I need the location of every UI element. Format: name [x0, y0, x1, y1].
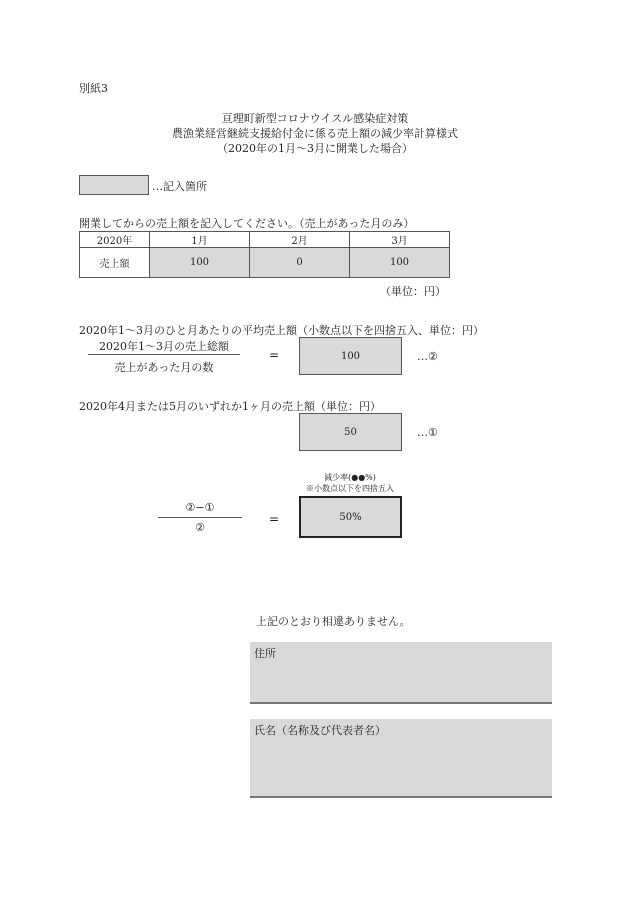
average-heading: 2020年1～3月のひと月あたりの平均売上額（小数点以下を四捨五入、単位：円）	[79, 324, 484, 337]
legend-swatch	[79, 175, 149, 195]
header-mar: 3月	[350, 232, 450, 248]
april-may-value-box[interactable]: 50	[299, 413, 402, 451]
reduction-denominator: ②	[195, 521, 205, 534]
reduction-value-box[interactable]: 50%	[299, 496, 402, 538]
legend-label: …記入箇所	[152, 180, 207, 193]
average-fraction-bar	[88, 354, 240, 355]
average-marker: …②	[417, 350, 438, 363]
reduction-numerator: ②−①	[185, 501, 215, 514]
sales-instruction: 開業してからの売上額を記入してください。（売上があった月のみ）	[79, 217, 415, 230]
header-year: 2020年	[80, 232, 150, 248]
header-feb: 2月	[250, 232, 350, 248]
average-equals: =	[269, 348, 280, 362]
average-numerator: 2020年1～3月の売上総額	[99, 340, 229, 353]
title-line-1: 亘理町新型コロナウイスル感染症対策	[221, 112, 409, 125]
row-label: 売上額	[80, 248, 150, 278]
average-denominator: 売上があった月の数	[114, 361, 214, 374]
header-jan: 1月	[150, 232, 250, 248]
reduction-label-1: 減少率(●●%)	[324, 473, 376, 482]
sales-mar-input[interactable]: 100	[350, 248, 450, 278]
declaration-text: 上記のとおり相違ありません。	[256, 615, 411, 628]
title-line-2: 農漁業経営継続支援給付金に係る売上額の減少率計算様式	[172, 127, 458, 140]
address-label: 住所	[254, 647, 276, 660]
title-line-3: （2020年の1月～3月に開業した場合）	[217, 142, 413, 155]
form-number: 別紙3	[79, 82, 108, 95]
reduction-equals: =	[269, 512, 280, 526]
sales-jan-input[interactable]: 100	[150, 248, 250, 278]
april-may-marker: …①	[417, 426, 438, 439]
address-field[interactable]	[250, 642, 552, 704]
name-label: 氏名（名称及び代表者名）	[254, 724, 386, 737]
average-value-box[interactable]: 100	[299, 337, 402, 375]
reduction-fraction-bar	[158, 517, 242, 518]
reduction-label-2: ※小数点以下を四捨五入	[306, 484, 394, 493]
sales-unit: （単位：円）	[380, 285, 446, 298]
sales-feb-input[interactable]: 0	[250, 248, 350, 278]
april-may-heading: 2020年4月または5月のいずれか1ヶ月の売上額（単位：円）	[79, 400, 381, 413]
name-field[interactable]	[250, 719, 552, 798]
sales-table	[79, 231, 450, 278]
